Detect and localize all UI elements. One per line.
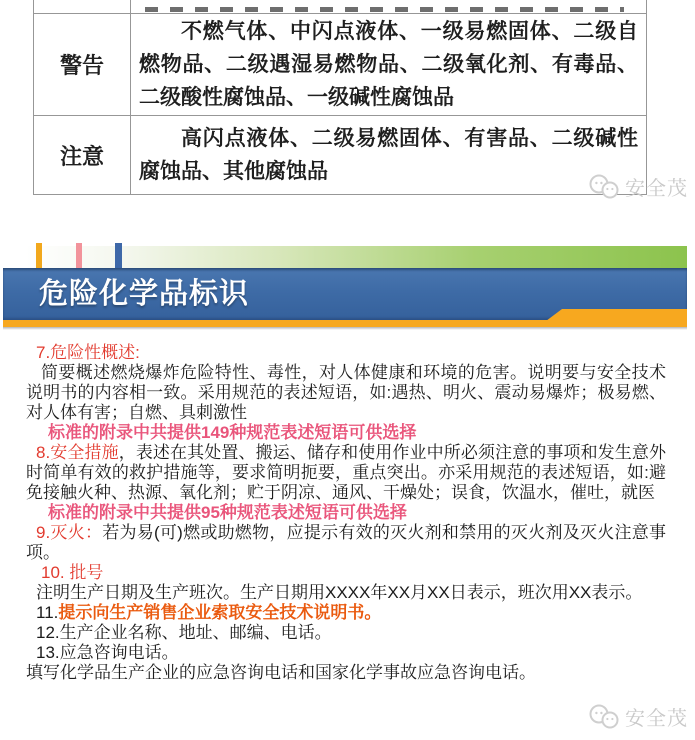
banner-orange-wedge	[538, 309, 687, 327]
section-7-heading: 7.危险性概述:	[36, 343, 140, 362]
categories-cell	[131, 116, 646, 194]
accent-bar-blue	[115, 243, 122, 268]
signal-word-cell-clipped	[34, 0, 131, 13]
section-7-paragraph: 简要概述燃烧爆炸危险特性、毒性，对人体健康和环境的危害。说明要与安全技术说明书的内容相一致。采用规范的表述短语，如:遇热、明火、震动易爆炸；极易燃、对人体有害；自燃、具刺激性	[26, 363, 666, 422]
section-8-lead: 8.安全措施	[36, 443, 119, 462]
section-11-emphasis: 提示向生产销售企业索取安全技术说明书。	[58, 603, 382, 622]
section-12-item: 12.生产企业名称、地址、邮编、电话。	[36, 623, 332, 642]
watermark-top	[588, 172, 688, 201]
section-13-item: 13.应急咨询电话。	[36, 643, 179, 662]
section-11-paragraph	[26, 603, 666, 623]
accent-bar-yellow	[36, 243, 42, 268]
section-10-heading: 10. 批号	[41, 563, 104, 582]
signal-words-table	[33, 0, 647, 195]
categories-text: 高闪点液体、二级易燃固体、有害品、二级碱性腐蚀品、其他腐蚀品	[139, 127, 638, 183]
article	[26, 343, 666, 683]
section-13-paragraph: 填写化学品生产企业的应急咨询电话和国家化学事故应急咨询电话。	[26, 663, 536, 682]
section-9-text: 若为易(可)燃或助燃物，应提示有效的灭火剂和禁用的灭火剂及灭火注意事项。	[26, 523, 666, 562]
watermark-label: 安全茂	[625, 708, 688, 730]
banner-shadow	[3, 327, 687, 330]
decor-gradient-strip	[25, 246, 687, 268]
section-8-text: ，表述在其处置、搬运、储存和使用作业中所必须注意的事项和发生意外时简单有效的救护措施等，要求简明扼要，重点突出。亦采用规范的表述短语，如:避免接触火种、热源、氧化剂；贮于阴凉、通风、干燥处；误食，饮温水，催吐，就医	[26, 443, 667, 502]
banner-title: 危险化学品标识	[39, 278, 250, 310]
categories-text: 不燃气体、中闪点液体、一级易燃固体、二级自燃物品、二级遇湿易燃物品、二级氧化剂、有毒品、二级酸性腐蚀品、一级碱性腐蚀品	[139, 20, 638, 109]
table-row-warning	[34, 14, 646, 116]
watermark-bottom	[588, 702, 688, 731]
anquanmao-logo-icon	[588, 173, 622, 201]
signal-word-cell: 警告	[34, 14, 131, 115]
table-row-clipped	[34, 0, 646, 14]
section-8-note: 标准的附录中共提供95种规范表述短语可供选择	[48, 503, 407, 522]
clipped-text-fragments	[145, 7, 624, 12]
anquanmao-logo-icon	[588, 703, 622, 731]
signal-word-cell: 注意	[34, 116, 131, 194]
section-9-lead: 9.灭火：	[36, 523, 103, 542]
categories-cell-clipped	[131, 0, 646, 13]
watermark-label: 安全茂	[625, 178, 688, 200]
categories-cell	[131, 14, 646, 115]
section-8-paragraph	[26, 443, 666, 503]
section-11-number: 11.	[36, 603, 59, 622]
accent-bar-pink	[76, 243, 82, 268]
section-7-note: 标准的附录中共提供149种规范表述短语可供选择	[48, 423, 417, 442]
section-9-paragraph	[26, 523, 666, 563]
section-10-paragraph: 注明生产日期及生产班次。生产日期用XXXX年XX月XX日表示，班次用XX表示。	[36, 583, 643, 602]
table-row-caution	[34, 116, 646, 194]
